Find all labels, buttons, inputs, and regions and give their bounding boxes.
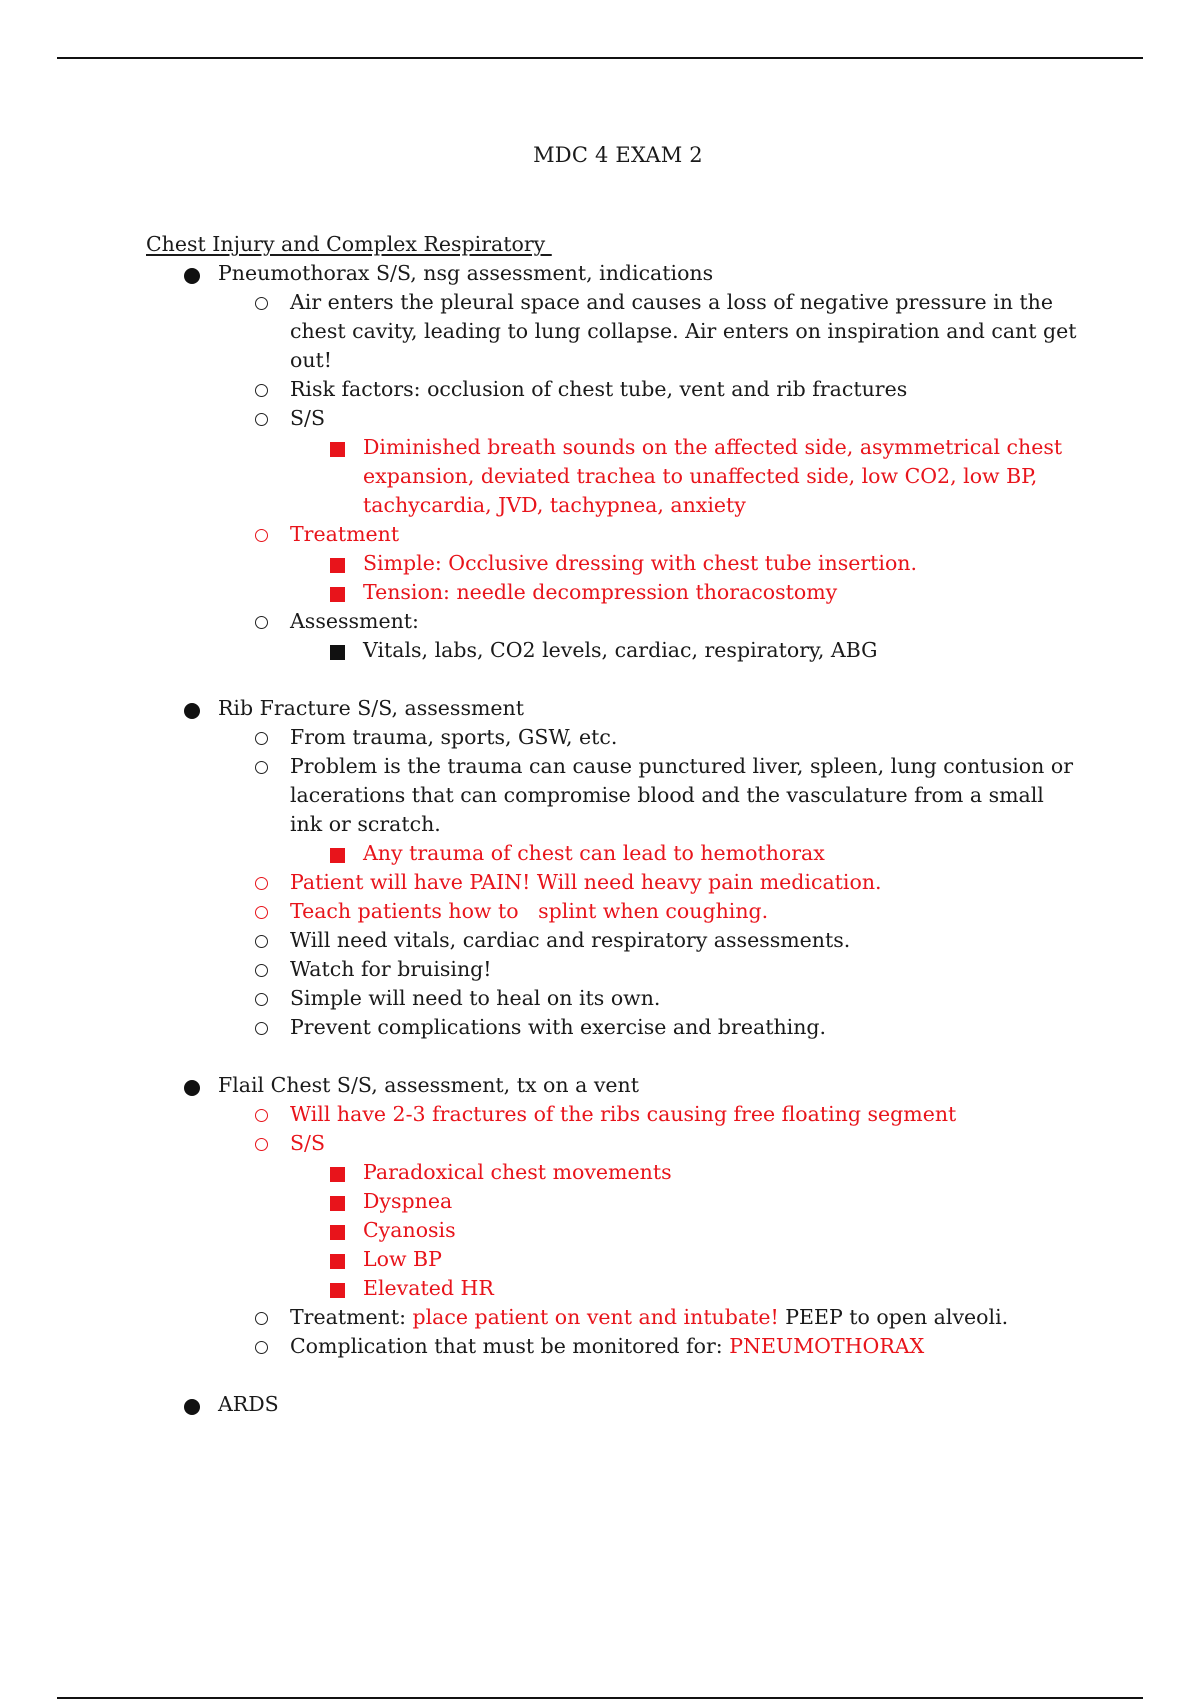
list-item	[0, 607, 1078, 636]
rib-fracture-heal: Simple will need to heal on its own.	[290, 986, 661, 1010]
flail-chest-complication-highlight: PNEUMOTHORAX	[729, 1334, 925, 1358]
hollow-circle-bullet-icon	[255, 384, 268, 397]
list-item	[0, 1158, 1078, 1187]
list-item	[0, 288, 1078, 375]
list-item	[0, 375, 1078, 404]
hollow-circle-bullet-icon	[255, 993, 268, 1006]
list-item	[0, 1332, 1078, 1361]
flail-chest-ss-item: Elevated HR	[363, 1276, 494, 1300]
flail-chest-fractures: Will have 2-3 fractures of the ribs causing free floating segment	[290, 1102, 957, 1126]
list-item	[0, 404, 1078, 433]
list-item	[0, 1100, 1078, 1129]
hollow-circle-bullet-icon	[255, 1341, 268, 1354]
rib-fracture-vitals: Will need vitals, cardiac and respiratory assessments.	[290, 928, 851, 952]
spacer	[0, 665, 1200, 694]
bottom-rule	[57, 1697, 1143, 1699]
pneumothorax-definition: Air enters the pleural space and causes a loss of negative pressure in the chest cavity, leading to lung collapse. Air enters on inspiration and cant get out!	[290, 290, 1077, 372]
hollow-circle-bullet-icon	[255, 732, 268, 745]
flail-chest-complication-prefix: Complication that must be monitored for:	[290, 1334, 730, 1358]
flail-chest-ss-label: S/S	[290, 1131, 325, 1155]
rib-fracture-problem: Problem is the trauma can cause punctured liver, spleen, lung contusion or lacerations that can compromise blood and the vasculature from a small ink or scratch.	[290, 754, 1073, 836]
list-item	[0, 723, 1078, 752]
square-bullet-icon	[330, 558, 345, 573]
list-item	[0, 955, 1078, 984]
list-item	[0, 897, 1078, 926]
filled-circle-bullet-icon	[184, 703, 200, 719]
pneumothorax-treatment-simple: Simple: Occlusive dressing with chest tube insertion.	[363, 551, 918, 575]
square-bullet-icon	[330, 1167, 345, 1182]
list-item	[0, 1274, 1078, 1303]
hollow-circle-bullet-icon	[255, 413, 268, 426]
top-rule	[57, 57, 1143, 59]
list-item	[0, 433, 1078, 520]
spacer	[0, 1042, 1200, 1071]
square-bullet-icon	[330, 1196, 345, 1211]
list-item	[0, 636, 1078, 665]
flail-chest-ss-item: Low BP	[363, 1247, 442, 1271]
rib-fracture-prevent: Prevent complications with exercise and breathing.	[290, 1015, 827, 1039]
square-bullet-icon	[330, 645, 345, 660]
hollow-circle-bullet-icon	[255, 877, 268, 890]
hollow-circle-bullet-icon	[255, 616, 268, 629]
square-bullet-icon	[330, 1283, 345, 1298]
rib-fracture-hemothorax: Any trauma of chest can lead to hemothorax	[363, 841, 825, 865]
hollow-circle-bullet-icon	[255, 1022, 268, 1035]
pneumothorax-ss-label: S/S	[290, 406, 325, 430]
rib-fracture-title: Rib Fracture S/S, assessment	[218, 696, 524, 720]
hollow-circle-bullet-icon	[255, 297, 268, 310]
flail-chest-treatment-highlight: place patient on vent and intubate!	[412, 1305, 779, 1329]
rib-fracture-splint: Teach patients how to splint when coughing.	[290, 899, 769, 923]
rib-fracture-pain: Patient will have PAIN! Will need heavy pain medication.	[290, 870, 882, 894]
pneumothorax-risk-factors: Risk factors: occlusion of chest tube, vent and rib fractures	[290, 377, 908, 401]
document-title: MDC 4 EXAM 2	[533, 143, 703, 167]
flail-chest-ss-item: Dyspnea	[363, 1189, 453, 1213]
pneumothorax-item	[0, 259, 1078, 288]
rib-fracture-item	[0, 694, 1078, 723]
square-bullet-icon	[330, 442, 345, 457]
ards-title: ARDS	[218, 1392, 279, 1416]
pneumothorax-ss-detail: Diminished breath sounds on the affected side, asymmetrical chest expansion, deviated trachea to unaffected side, low CO2, low BP, tachycardia, JVD, tachypnea, anxiety	[363, 435, 1063, 517]
rib-fracture-bruising: Watch for bruising!	[290, 957, 492, 981]
pneumothorax-assessment-label: Assessment:	[290, 609, 419, 633]
list-item	[0, 520, 1078, 549]
list-item	[0, 752, 1078, 839]
hollow-circle-bullet-icon	[255, 935, 268, 948]
square-bullet-icon	[330, 1225, 345, 1240]
pneumothorax-treatment-label: Treatment	[290, 522, 400, 546]
list-item	[0, 1187, 1078, 1216]
hollow-circle-bullet-icon	[255, 1138, 268, 1151]
flail-chest-item	[0, 1071, 1078, 1100]
list-item	[0, 926, 1078, 955]
filled-circle-bullet-icon	[184, 1080, 200, 1096]
list-item	[0, 868, 1078, 897]
square-bullet-icon	[330, 848, 345, 863]
list-item	[0, 1303, 1078, 1332]
rib-fracture-cause: From trauma, sports, GSW, etc.	[290, 725, 618, 749]
flail-chest-treatment-suffix: PEEP to open alveoli.	[778, 1305, 1009, 1329]
flail-chest-ss-item: Paradoxical chest movements	[363, 1160, 672, 1184]
filled-circle-bullet-icon	[184, 268, 200, 284]
list-item	[0, 984, 1078, 1013]
list-item	[0, 1216, 1078, 1245]
hollow-circle-bullet-icon	[255, 906, 268, 919]
flail-chest-ss-item: Cyanosis	[363, 1218, 456, 1242]
square-bullet-icon	[330, 1254, 345, 1269]
spacer	[0, 1361, 1200, 1390]
list-item	[0, 1013, 1078, 1042]
pneumothorax-title: Pneumothorax S/S, nsg assessment, indications	[218, 261, 714, 285]
hollow-circle-bullet-icon	[255, 1109, 268, 1122]
pneumothorax-treatment-tension: Tension: needle decompression thoracostomy	[363, 580, 838, 604]
list-item	[0, 549, 1078, 578]
filled-circle-bullet-icon	[184, 1399, 200, 1415]
hollow-circle-bullet-icon	[255, 529, 268, 542]
flail-chest-treatment-prefix: Treatment:	[290, 1305, 413, 1329]
hollow-circle-bullet-icon	[255, 964, 268, 977]
pneumothorax-assessment-detail: Vitals, labs, CO2 levels, cardiac, respiratory, ABG	[363, 638, 878, 662]
flail-chest-title: Flail Chest S/S, assessment, tx on a vent	[218, 1073, 639, 1097]
document-body	[0, 230, 1200, 1419]
list-item	[0, 1245, 1078, 1274]
section-heading: Chest Injury and Complex Respiratory	[146, 232, 552, 256]
hollow-circle-bullet-icon	[255, 1312, 268, 1325]
hollow-circle-bullet-icon	[255, 761, 268, 774]
square-bullet-icon	[330, 587, 345, 602]
list-item	[0, 1129, 1078, 1158]
ards-item	[0, 1390, 1078, 1419]
list-item	[0, 578, 1078, 607]
list-item	[0, 839, 1078, 868]
